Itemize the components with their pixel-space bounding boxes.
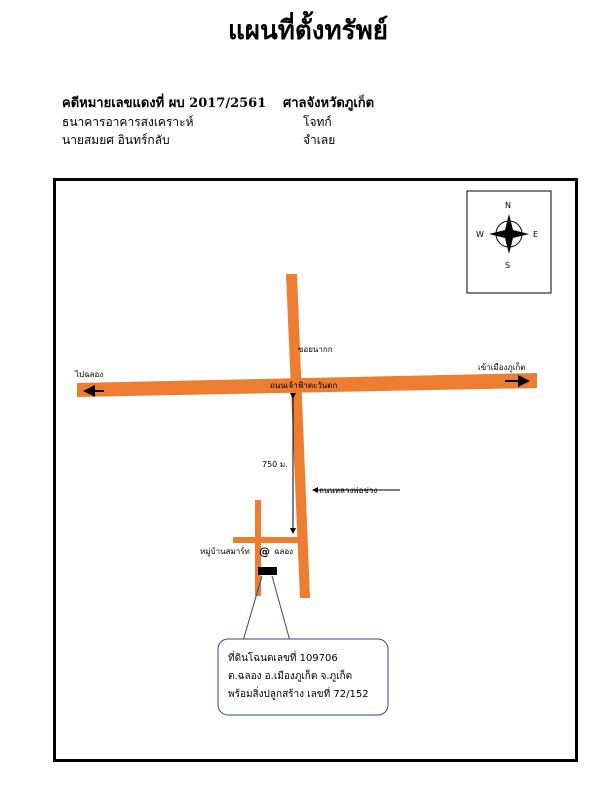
compass-s: S [505,261,511,270]
plaintiff-role: โจทก์ [303,115,332,129]
compass-e: E [533,230,539,239]
callout-pointer-left [243,576,262,641]
label-luang-pho-road: ถนนหลวงพ่อช่วง [319,486,378,495]
label-at-symbol: @ [259,545,270,558]
label-to-chalong: ไปฉลอง [75,370,104,379]
defendant-name: นายสมยศ อินทร์กลับ [62,133,170,147]
compass-w: W [476,230,484,239]
label-main-road: ถนนเจ้าฟ้าตะวันตก [270,381,338,390]
compass-n: N [505,201,511,210]
label-village-suffix: ฉลอง [274,547,294,556]
label-soi: ซอยนากก [298,345,333,354]
property-marker [258,567,277,575]
case-number: คดีหมายเลขแดงที่ ผบ 2017/2561 [62,96,267,111]
label-to-phuket: เข้าเมืองภูเก็ต [478,363,526,372]
compass [467,191,551,293]
callout-pointer-right [272,576,290,641]
label-distance: 750 ม. [262,460,288,469]
label-village: หมู่บ้านสมาร์ท [200,547,250,556]
callout-line-2: ต.ฉลอง อ.เมืองภูเก็ต จ.ภูเก็ต [228,671,353,682]
callout-line-1: ที่ดินโฉนดเลขที่ 109706 [228,653,338,664]
road-village-horizontal [233,537,301,543]
callout-line-3: พร้อมสิ่งปลูกสร้าง เลขที่ 72/152 [228,689,369,700]
court-name: ศาลจังหวัดภูเก็ต [283,96,375,111]
page-title: แผนที่ตั้งทรัพย์ [228,16,388,46]
roads [77,274,537,598]
plaintiff-name: ธนาคารอาคารสงเคราะห์ [62,115,194,129]
defendant-role: จำเลย [303,133,336,147]
